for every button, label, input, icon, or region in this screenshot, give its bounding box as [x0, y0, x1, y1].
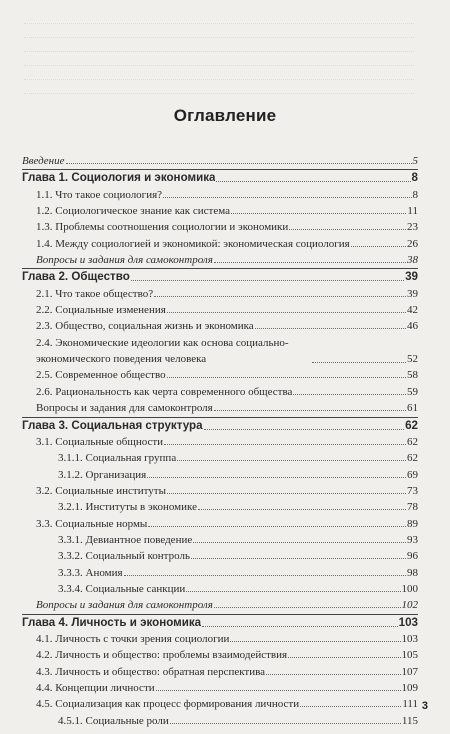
dot-leader — [147, 467, 406, 478]
toc-entry-page: 38 — [407, 254, 418, 267]
toc-entry-title: 2.3. Общество, социальная жизнь и экономика — [36, 320, 254, 333]
toc-entry-page: 39 — [407, 287, 418, 300]
dot-leader — [214, 400, 406, 411]
toc-entry-page: 52 — [407, 353, 418, 366]
toc-entry-title: 2.1. Что такое общество? — [36, 287, 154, 300]
toc-entry-page: 8 — [411, 171, 418, 185]
toc-entry-title: 3.3. Социальные нормы — [36, 517, 148, 530]
toc-entry-title: 4.1. Личность с точки зрения социологии — [36, 632, 230, 645]
toc-entry[interactable] — [22, 187, 418, 203]
dot-leader — [231, 203, 406, 214]
toc-entry[interactable] — [22, 400, 418, 416]
toc-chapter-entry[interactable] — [22, 268, 418, 285]
toc-entry-title: 2.4. Экономические идеологии как основа социально-экономического поведения человека — [36, 336, 289, 366]
toc-entry-page: 23 — [407, 221, 418, 234]
toc-entry[interactable] — [22, 434, 418, 450]
dot-leader — [198, 499, 406, 510]
toc-entry-title: Вопросы и задания для самоконтроля — [36, 402, 213, 415]
toc-entry-page: 5 — [412, 155, 418, 167]
dot-leader — [202, 615, 398, 627]
toc-entry-title: 3.1. Социальные общности — [36, 435, 164, 448]
toc-entry[interactable] — [22, 203, 418, 219]
dot-leader — [230, 631, 400, 642]
toc-entry[interactable] — [22, 153, 418, 169]
toc-entry-title: Глава 4. Личность и экономика — [22, 615, 202, 629]
toc-entry-page: 115 — [401, 714, 418, 727]
toc-chapter-entry[interactable] — [22, 169, 418, 186]
toc-entry-title: Введение — [22, 155, 65, 167]
toc-entry-title: Глава 1. Социология и экономика — [22, 171, 216, 185]
toc-entry-title: Глава 3. Социальная структура — [22, 418, 203, 432]
page-number: 3 — [421, 700, 428, 712]
toc-chapter-entry[interactable] — [22, 417, 418, 434]
toc-entry-page: 93 — [407, 533, 418, 546]
dot-leader — [214, 597, 401, 608]
toc-entry-title: 3.1.2. Организация — [58, 468, 147, 481]
toc-entry-title: 3.1.1. Социальная группа — [58, 452, 177, 465]
toc-entry[interactable] — [22, 647, 418, 663]
toc-entry-title: 1.2. Социологическое знание как система — [36, 205, 231, 218]
toc-entry-title: 4.4. Концепции личности — [36, 682, 155, 694]
toc-entry-title: Глава 2. Общество — [22, 270, 130, 284]
show-through-text — [0, 0, 450, 105]
toc-entry-title: 4.2. Личность и общество: проблемы взаимодействия — [36, 649, 288, 662]
dot-leader — [289, 219, 406, 230]
toc-entry-page: 100 — [401, 582, 418, 595]
dot-leader — [186, 581, 400, 592]
dot-leader — [193, 532, 406, 543]
toc-entry[interactable] — [22, 696, 418, 712]
toc-entry[interactable] — [22, 367, 418, 383]
toc-entry-title: Вопросы и задания для самоконтроля — [36, 254, 213, 267]
toc-entry-page: 98 — [407, 566, 418, 579]
toc-chapter-entry[interactable] — [22, 614, 418, 631]
dot-leader — [170, 713, 401, 724]
dot-leader — [288, 647, 400, 658]
toc-entry-title: 2.6. Рациональность как черта современного общества — [36, 385, 293, 398]
toc-entry-title: 3.3.1. Девиантное поведение — [58, 533, 193, 546]
toc-entry-page: 103 — [401, 632, 418, 645]
toc-entry-title: 1.1. Что такое социология? — [36, 188, 163, 201]
toc-entry-page: 102 — [401, 599, 418, 612]
toc-entry[interactable] — [22, 581, 418, 597]
toc-entry-page: 103 — [398, 615, 418, 629]
toc-entry[interactable] — [22, 597, 418, 613]
toc-entry-title: Вопросы и задания для самоконтроля — [36, 599, 213, 612]
dot-leader — [66, 153, 412, 164]
toc-entry-page: 111 — [402, 698, 418, 711]
toc-entry-page: 59 — [407, 385, 418, 398]
toc-entry-title: 3.3.4. Социальные санкции — [58, 582, 186, 595]
toc-entry-page: 39 — [405, 270, 418, 284]
toc-entry-page: 78 — [407, 501, 418, 514]
toc-entry-page: 62 — [407, 435, 418, 448]
toc-entry-page: 96 — [407, 550, 418, 563]
toc-entry-title: 3.3.2. Социальный контроль — [58, 550, 190, 563]
dot-leader — [214, 252, 406, 263]
toc-entry-title: 4.3. Личность и общество: обратная перспектива — [36, 665, 266, 678]
toc-entry[interactable] — [22, 335, 418, 368]
toc-entry[interactable] — [22, 631, 418, 647]
toc-entry-page: 11 — [407, 205, 418, 218]
toc-entry-title: 3.2. Социальные институты — [36, 484, 166, 497]
dot-leader — [177, 450, 406, 461]
toc-entry-page: 62 — [405, 418, 418, 432]
toc-entry[interactable] — [22, 219, 418, 235]
toc-entry-page: 69 — [407, 468, 418, 481]
dot-leader — [255, 318, 406, 329]
toc-entry-title: 4.5.1. Социальные роли — [58, 714, 169, 727]
toc-entry[interactable] — [22, 680, 418, 696]
toc-entry-title: 4.5. Социализация как процесс формирования личности — [36, 698, 300, 711]
toc-entry[interactable] — [22, 302, 418, 318]
toc-entry[interactable] — [22, 713, 418, 729]
dot-leader — [154, 286, 406, 297]
toc-entry-title: 2.2. Социальные изменения — [36, 304, 166, 317]
toc-entry-title: 2.5. Современное общество — [36, 369, 166, 382]
toc-entry-page: 46 — [407, 320, 418, 333]
toc-entry-page: 105 — [401, 649, 418, 662]
toc-entry-title: 1.4. Между социологией и экономикой: экономическая социология — [36, 237, 350, 250]
dot-leader — [167, 367, 406, 378]
toc-entry-page: 42 — [407, 304, 418, 317]
dot-leader — [167, 302, 406, 313]
toc-entry-page: 73 — [407, 484, 418, 497]
dot-leader — [148, 516, 406, 527]
toc-entry[interactable] — [22, 664, 418, 680]
dot-leader — [351, 236, 406, 247]
toc-entry[interactable] — [22, 384, 418, 400]
dot-leader — [191, 548, 406, 559]
toc-entry[interactable] — [22, 286, 418, 302]
dot-leader — [124, 565, 406, 576]
toc-entry-page: 89 — [407, 517, 418, 530]
dot-leader — [312, 362, 406, 363]
table-of-contents — [22, 153, 418, 729]
toc-entry-title: 3.3.3. Аномия — [58, 566, 123, 579]
toc-entry[interactable] — [22, 318, 418, 334]
toc-entry[interactable] — [22, 548, 418, 564]
toc-entry-page: 62 — [407, 452, 418, 465]
toc-entry-page: 58 — [407, 369, 418, 382]
toc-entry-page: 61 — [407, 402, 418, 415]
page-title: Оглавление — [173, 106, 277, 125]
toc-entry-page: 26 — [407, 237, 418, 250]
dot-leader — [163, 187, 411, 198]
dot-leader — [131, 269, 404, 281]
dot-leader — [156, 680, 401, 691]
toc-entry[interactable] — [22, 236, 418, 252]
toc-entry-title: 3.2.1. Институты в экономике — [58, 501, 197, 514]
dot-leader — [204, 418, 405, 430]
dot-leader — [164, 434, 406, 445]
toc-entry-page: 8 — [412, 188, 418, 201]
toc-entry[interactable] — [22, 565, 418, 581]
toc-entry-title: 1.3. Проблемы соотношения социологии и экономики — [36, 221, 289, 234]
toc-entry[interactable] — [22, 532, 418, 548]
dot-leader — [266, 664, 400, 675]
toc-entry[interactable] — [22, 252, 418, 268]
dot-leader — [216, 170, 410, 182]
toc-entry[interactable] — [22, 483, 418, 499]
toc-entry-page: 107 — [401, 665, 418, 678]
toc-entry[interactable] — [22, 450, 418, 466]
toc-entry-page: 109 — [401, 682, 418, 694]
dot-leader — [300, 696, 401, 707]
dot-leader — [167, 483, 406, 494]
toc-entry[interactable] — [22, 516, 418, 532]
toc-entry[interactable] — [22, 467, 418, 483]
dot-leader — [293, 384, 406, 395]
toc-entry[interactable] — [22, 499, 418, 515]
